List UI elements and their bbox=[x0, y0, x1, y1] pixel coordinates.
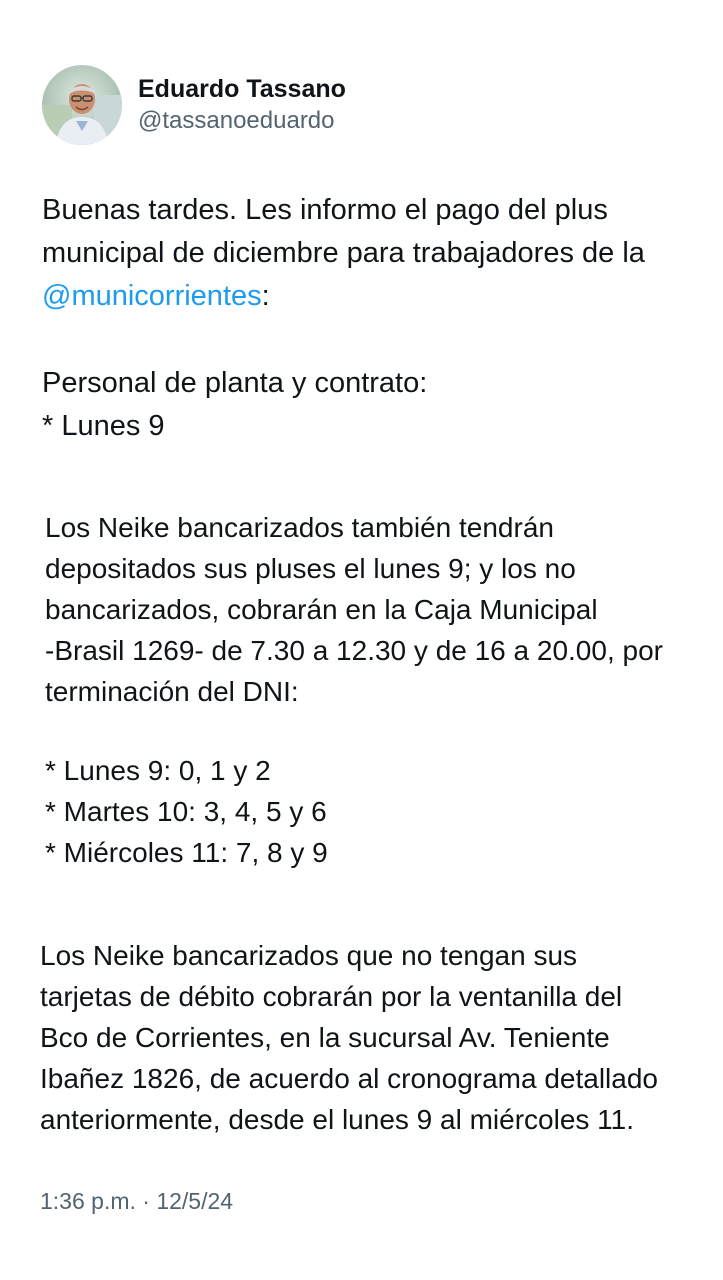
tweet-paragraph-intro bbox=[42, 189, 645, 318]
text-line bbox=[42, 275, 645, 318]
display-name[interactable]: Eduardo Tassano bbox=[138, 75, 346, 103]
text-line: Los Neike bancarizados también tendrán bbox=[45, 512, 554, 543]
tweet-paragraph-schedule bbox=[45, 750, 328, 873]
text-line: -Brasil 1269- de 7.30 a 12.30 y de 16 a 20.00, por bbox=[45, 635, 663, 666]
schedule-item: * Lunes 9: 0, 1 y 2 bbox=[45, 755, 271, 786]
profile-photo-icon bbox=[42, 65, 122, 145]
text-line: municipal de diciembre para trabajadores de la bbox=[42, 237, 645, 269]
user-handle[interactable]: @tassanoeduardo bbox=[138, 107, 335, 134]
text-line: Personal de planta y contrato: bbox=[42, 367, 428, 399]
tweet-paragraph-planta bbox=[42, 362, 427, 448]
text-line: anteriormente, desde el lunes 9 al miércoles 11. bbox=[40, 1104, 635, 1135]
text-line: * Lunes 9 bbox=[42, 410, 165, 442]
tweet-paragraph-bank bbox=[40, 935, 658, 1140]
schedule-item: * Miércoles 11: 7, 8 y 9 bbox=[45, 837, 328, 868]
text-line: depositados sus pluses el lunes 9; y los no bbox=[45, 553, 576, 584]
text-line: tarjetas de débito cobrarán por la ventanilla del bbox=[40, 981, 623, 1012]
tweet-header bbox=[42, 64, 346, 146]
schedule-item: * Martes 10: 3, 4, 5 y 6 bbox=[45, 796, 327, 827]
text-line: terminación del DNI: bbox=[45, 676, 299, 707]
text-line: Buenas tardes. Les informo el pago del plus bbox=[42, 194, 608, 226]
tweet-timestamp[interactable]: 1:36 p.m. · 12/5/24 bbox=[40, 1188, 234, 1214]
tweet-paragraph-neike bbox=[45, 507, 663, 712]
mention-link[interactable]: @municorrientes bbox=[42, 280, 262, 312]
text-line: Bco de Corrientes, en la sucursal Av. Teniente bbox=[40, 1022, 610, 1053]
text-line: Los Neike bancarizados que no tengan sus bbox=[40, 940, 578, 971]
text-line: bancarizados, cobrarán en la Caja Municipal bbox=[45, 594, 598, 625]
mention-suffix: : bbox=[261, 280, 270, 312]
avatar[interactable] bbox=[42, 65, 122, 145]
text-line: Ibañez 1826, de acuerdo al cronograma detallado bbox=[40, 1063, 658, 1094]
author-names bbox=[138, 73, 346, 137]
